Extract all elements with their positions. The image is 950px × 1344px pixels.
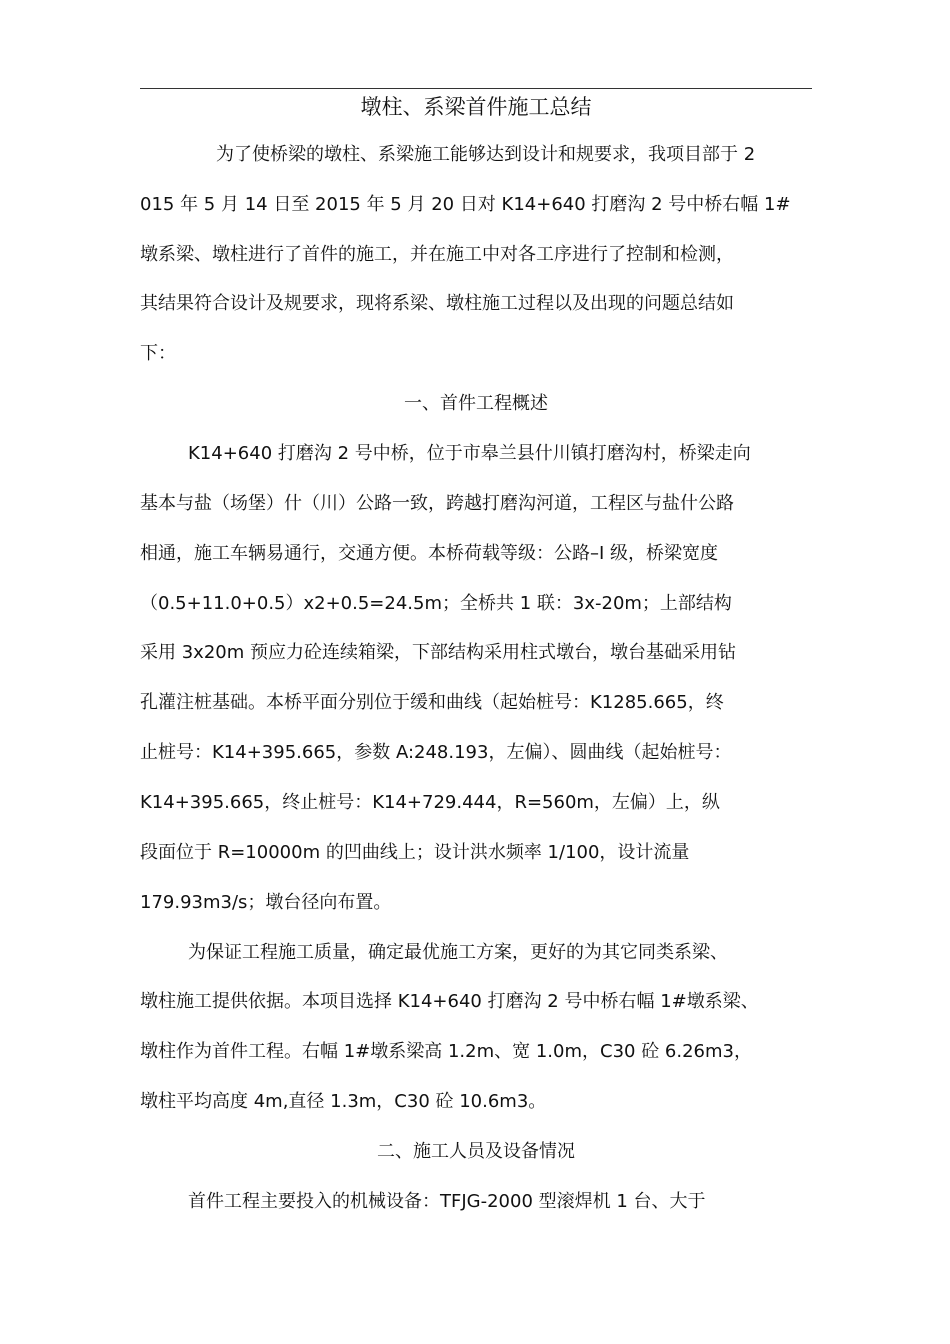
paragraph-line: 其结果符合设计及规要求，现将系梁、墩柱施工过程以及出现的问题总结如	[140, 293, 734, 314]
paragraph-line: 相通，施工车辆易通行，交通方便。本桥荷载等级：公路–I 级，桥梁宽度	[140, 543, 719, 564]
paragraph-line: 下：	[140, 343, 176, 364]
paragraph-line: 段面位于 R=10000m 的凹曲线上；设计洪水频率 1/100，设计流量	[140, 842, 690, 863]
paragraph-line: 墩柱施工提供依据。本项目选择 K14+640 打磨沟 2 号中桥右幅 1#墩系梁、	[140, 991, 759, 1012]
paragraph-line: 墩柱作为首件工程。右幅 1#墩系梁高 1.2m、宽 1.0m，C30 砼 6.26m3，	[140, 1041, 752, 1062]
paragraph-line: （0.5+11.0+0.5）x2+0.5=24.5m；全桥共 1 联：3x-20m；上部结构	[140, 593, 732, 614]
paragraph-line: 基本与盐（场堡）什（川）公路一致，跨越打磨沟河道，工程区与盐什公路	[140, 493, 734, 514]
paragraph-line: 墩柱平均高度 4m,直径 1.3m，C30 砼 10.6m3。	[140, 1091, 547, 1112]
paragraph-line: 为保证工程施工质量，确定最优施工方案，更好的为其它同类系梁、	[188, 942, 728, 963]
paragraph-line: 采用 3x20m 预应力砼连续箱梁，下部结构采用柱式墩台，墩台基础采用钻	[140, 642, 736, 663]
paragraph-line: K14+640 打磨沟 2 号中桥，位于市皋兰县什川镇打磨沟村，桥梁走向	[188, 443, 751, 464]
paragraph-line: 为了使桥梁的墩柱、系梁施工能够达到设计和规要求，我项目部于 2	[216, 144, 756, 165]
paragraph-line: 015 年 5 月 14 日至 2015 年 5 月 20 日对 K14+640 打磨沟 2 号中桥右幅 1#	[140, 194, 791, 215]
section-heading: 一、首件工程概述	[404, 393, 548, 414]
paragraph-line: 止桩号：K14+395.665，参数 A:248.193，左偏）、圆曲线（起始桩号：	[140, 742, 732, 763]
document-title: 墩柱、系梁首件施工总结	[360, 95, 592, 119]
paragraph-line: 首件工程主要投入的机械设备：TFJG-2000 型滚焊机 1 台、大于	[188, 1191, 706, 1212]
header-rule	[140, 88, 812, 89]
paragraph-line: 孔灌注桩基础。本桥平面分别位于缓和曲线（起始桩号：K1285.665，终	[140, 692, 724, 713]
paragraph-line: K14+395.665，终止桩号：K14+729.444，R=560m，左偏）上，纵	[140, 792, 720, 813]
paragraph-line: 墩系梁、墩柱进行了首件的施工，并在施工中对各工序进行了控制和检测，	[140, 244, 734, 265]
paragraph-line: 179.93m3/s；墩台径向布置。	[140, 892, 392, 913]
section-heading: 二、施工人员及设备情况	[377, 1141, 575, 1162]
